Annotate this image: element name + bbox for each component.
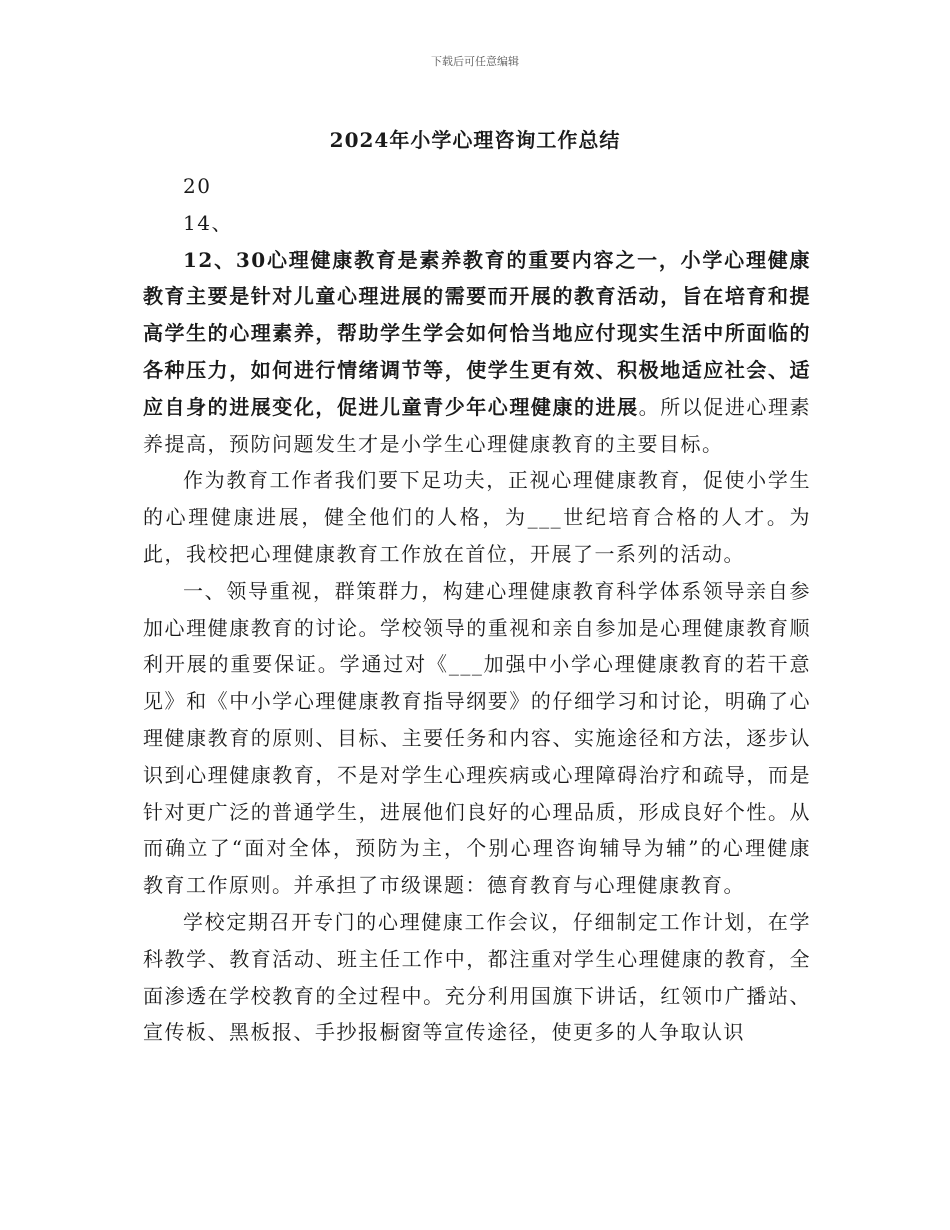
paragraph-1 (143, 168, 811, 205)
paragraph-3-bold-text: 12、30心理健康教育是素养教育的重要内容之一，小学心理健康教育主要是针对儿童心理进展的需要而开展的教育活动，旨在培育和提高学生的心理素养，帮助学生学会如何恰当地应付现实生活中所面临的各种压力，如何进行情绪调节等，使学生更有效、积极地适应社会、适应自身的进展变化，促进儿童青少年心理健康的进展 (143, 247, 811, 419)
paragraph-4-text: 作为教育工作者我们要下足功夫，正视心理健康教育，促使小学生的心理健康进展，健全他们的人格，为___世纪培育合格的人才。为此，我校把心理健康教育工作放在首位，开展了一系列的活动。 (143, 468, 811, 566)
paragraph-5-text: 一、领导重视，群策群力，构建心理健康教育科学体系领导亲自参加心理健康教育的讨论。学校领导的重视和亲自参加是心理健康教育顺利开展的重要保证。学通过对《___加强中小学心理健康教育的若干意见》和《中小学心理健康教育指导纲要》的仔细学习和讨论，明确了心理健康教育的原则、目标、主要任务和内容、实施途径和方法，逐步认识到心理健康教育，不是对学生心理疾病或心理障碍治疗和疏导，而是针对更广泛的普通学生，进展他们良好的心理品质，形成良好个性。从而确立了“面对全体，预防为主，个别心理咨询辅导为辅”的心理健康教育工作原则。并承担了市级课题：德育教育与心理健康教育。 (143, 578, 811, 898)
header-note: 下载后可任意编辑 (431, 55, 519, 68)
paragraph-2 (143, 205, 811, 242)
paragraph-3 (143, 242, 811, 463)
paragraph-5 (143, 573, 811, 904)
paragraph-3-text: 。所以促进心理素养提高，预防问题发生才是小学生心理健康教育的主要目标。 (143, 394, 812, 456)
paragraph-1-text: 20 (183, 174, 212, 198)
document-body (143, 168, 811, 1051)
document-title: 2024年小学心理咨询工作总结 (329, 128, 621, 152)
paragraph-4 (143, 462, 811, 572)
paragraph-2-text: 14、 (183, 210, 233, 235)
paragraph-6 (143, 904, 811, 1051)
paragraph-6-text: 学校定期召开专门的心理健康工作会议，仔细制定工作计划，在学科教学、教育活动、班主任工作中，都注重对学生心理健康的教育，全面渗透在学校教育的全过程中。充分利用国旗下讲话，红领巾广播站、宣传板、黑板报、手抄报橱窗等宣传途径，使更多的人争取认识 (143, 909, 811, 1045)
